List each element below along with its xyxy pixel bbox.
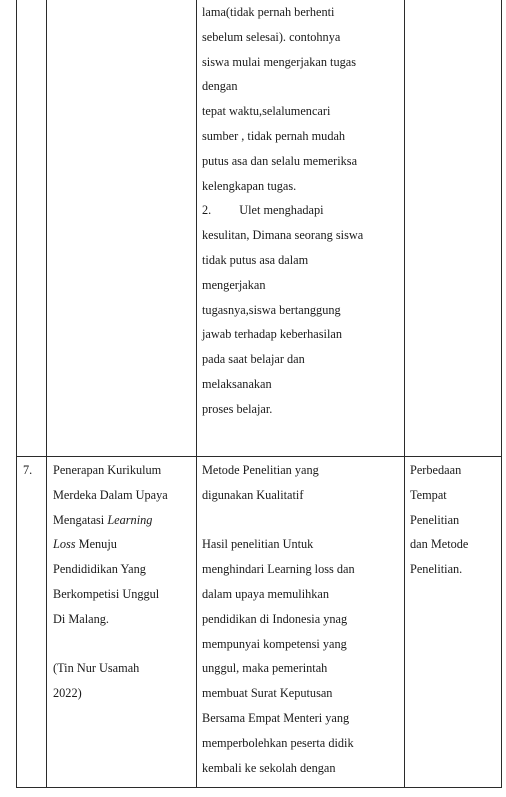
table-border-col1 <box>46 0 47 788</box>
text-line: lama(tidak pernah berhenti <box>202 5 335 19</box>
text-line: kesulitan, Dimana seorang siswa <box>202 228 364 243</box>
row-7-number-cell <box>23 458 32 483</box>
title-text: Mengatasi <box>53 512 108 527</box>
result-line: dalam upaya memulihkan <box>202 586 330 601</box>
author-line: 2022) <box>53 686 82 701</box>
text-line: proses belajar. <box>202 401 273 416</box>
difference-line: Tempat <box>410 487 447 502</box>
text-line: pada saat belajar dan <box>202 352 305 367</box>
text-line: jawab terhadap keberhasilan <box>202 327 342 342</box>
row-divider <box>16 456 502 457</box>
result-line: memperbolehkan peserta didik <box>202 735 354 750</box>
row-7-differences-cell <box>410 458 468 582</box>
point-2-title: Ulet menghadapi <box>239 203 324 218</box>
text-line: tugasnya,siswa bertanggung <box>202 302 341 317</box>
text-line: dengan <box>202 79 238 94</box>
title-text: Menuju <box>75 537 117 552</box>
result-line: menghindari Learning loss dan <box>202 562 355 577</box>
table-border-col2 <box>196 0 197 788</box>
result-line: kembali ke sekolah dengan <box>202 760 336 775</box>
result-line: Hasil penelitian Untuk <box>202 537 314 552</box>
title-italic-text: Learning <box>107 512 153 527</box>
title-italic-text: Loss <box>53 537 76 552</box>
title-line: Di Malang. <box>53 611 110 626</box>
text-line: kelengkapan tugas. <box>202 178 297 193</box>
result-line: membuat Surat Keputusan <box>202 686 333 701</box>
text-line: sebelum selesai). contohnya <box>202 29 341 44</box>
difference-line: dan Metode <box>410 537 469 552</box>
title-line: Merdeka Dalam Upaya <box>53 487 168 502</box>
text-line: tidak putus asa dalam <box>202 252 309 267</box>
point-2-number: 2. <box>202 203 212 218</box>
title-line: Berkompetisi Unggul <box>53 586 160 601</box>
result-line: pendidikan di Indonesia ynag <box>202 611 348 626</box>
author-line: (Tin Nur Usamah <box>53 661 140 676</box>
difference-line: Perbedaan <box>410 463 462 477</box>
result-line: unggul, maka pemerintah <box>202 661 328 676</box>
method-line: Metode Penelitian yang <box>202 463 319 477</box>
method-line: digunakan Kualitatif <box>202 487 304 502</box>
difference-line: Penelitian. <box>410 562 463 577</box>
research-table <box>16 0 502 788</box>
text-line: putus asa dan selalu memeriksa <box>202 153 358 168</box>
table-border-bottom <box>16 787 502 788</box>
text-line: mengerjakan <box>202 277 266 292</box>
result-line: Bersama Empat Menteri yang <box>202 710 350 725</box>
blank-line <box>53 632 168 657</box>
text-line: melaksanakan <box>202 376 272 391</box>
row-number: 7. <box>23 463 33 477</box>
table-border-col3 <box>404 0 405 788</box>
row-7-findings-cell <box>202 458 355 780</box>
table-border-left <box>16 0 17 788</box>
result-line: mempunyai kompetensi yang <box>202 636 347 651</box>
difference-line: Penelitian <box>410 512 460 527</box>
prev-row-findings-cell <box>202 0 363 422</box>
table-border-right <box>501 0 502 788</box>
point-2-heading <box>202 198 363 223</box>
text-line: siswa mulai mengerjakan tugas <box>202 54 357 69</box>
title-line <box>53 532 168 557</box>
title-line: Pendididikan Yang <box>53 562 146 577</box>
text-line: sumber , tidak pernah mudah <box>202 128 346 143</box>
title-line: Penerapan Kurikulum <box>53 463 162 477</box>
title-line <box>53 508 168 533</box>
blank-line <box>202 508 355 533</box>
row-7-title-cell <box>53 458 168 706</box>
text-line: tepat waktu,selalumencari <box>202 104 331 119</box>
